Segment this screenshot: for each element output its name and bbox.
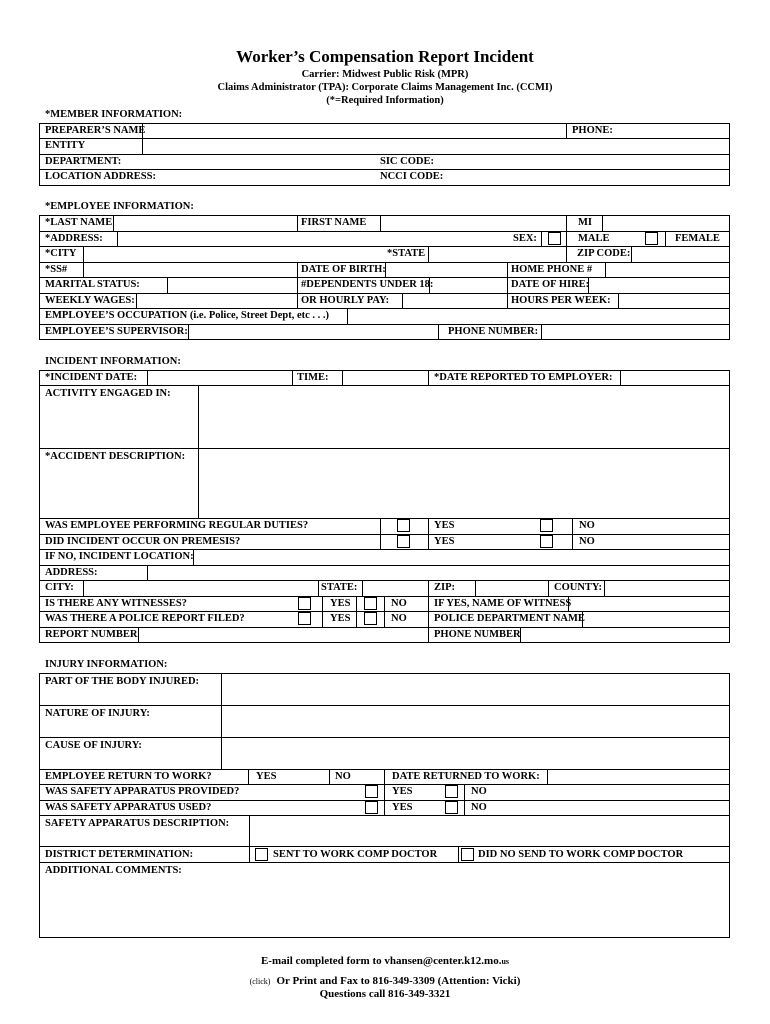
hourly-pay-field[interactable] <box>403 294 506 307</box>
city-label: *CITY <box>45 248 77 259</box>
sic-code-label: SIC CODE: <box>380 156 434 167</box>
body-part-label: PART OF THE BODY INJURED: <box>45 676 200 687</box>
regular-duties-no-checkbox[interactable] <box>540 519 553 532</box>
additional-comments-field[interactable] <box>40 878 728 936</box>
witnesses-no-label: NO <box>391 598 407 609</box>
date-returned-field[interactable] <box>548 770 728 783</box>
supervisor-field[interactable] <box>189 325 437 338</box>
sex-label: SEX: <box>513 233 537 244</box>
click-link[interactable]: (click) <box>249 977 271 986</box>
incident-state-field[interactable] <box>363 581 427 595</box>
on-premises-no-label: NO <box>579 536 595 547</box>
hours-per-week-label: HOURS PER WEEK: <box>511 295 611 306</box>
apparatus-provided-no-checkbox[interactable] <box>445 785 458 798</box>
mi-field[interactable] <box>603 216 728 230</box>
time-label: TIME: <box>297 372 329 383</box>
on-premises-yes-checkbox[interactable] <box>397 535 410 548</box>
location-address-field[interactable] <box>160 170 372 184</box>
ss-label: *SS# <box>45 264 68 275</box>
incident-county-field[interactable] <box>605 581 728 595</box>
incident-zip-label: ZIP: <box>434 582 455 593</box>
report-number-label: REPORT NUMBER <box>45 629 138 640</box>
supervisor-phone-label: PHONE NUMBER: <box>448 326 539 337</box>
police-report-label: WAS THERE A POLICE REPORT FILED? <box>45 613 245 624</box>
regular-duties-label: WAS EMPLOYEE PERFORMING REGULAR DUTIES? <box>45 520 309 531</box>
cause-label: CAUSE OF INJURY: <box>45 740 142 751</box>
department-label: DEPARTMENT: <box>45 156 122 167</box>
police-report-yes-label: YES <box>330 613 351 624</box>
witnesses-yes-label: YES <box>330 598 351 609</box>
supervisor-phone-field[interactable] <box>542 325 728 338</box>
apparatus-used-label: WAS SAFETY APPARATUS USED? <box>45 802 212 813</box>
witnesses-yes-checkbox[interactable] <box>298 597 311 610</box>
ss-field[interactable] <box>84 263 296 276</box>
dob-field[interactable] <box>386 263 506 276</box>
zip-code-field[interactable] <box>632 247 728 261</box>
employee-heading: *EMPLOYEE INFORMATION: <box>45 201 194 212</box>
report-number-field[interactable] <box>139 628 427 641</box>
incident-address-label: ADDRESS: <box>45 567 98 578</box>
body-part-field[interactable] <box>222 674 728 704</box>
time-field[interactable] <box>343 371 427 384</box>
incident-heading: INCIDENT INFORMATION: <box>45 356 181 367</box>
last-name-field[interactable] <box>114 216 296 230</box>
regular-duties-yes-label: YES <box>434 520 455 531</box>
incident-state-label: STATE: <box>321 582 358 593</box>
witnesses-no-checkbox[interactable] <box>364 597 377 610</box>
regular-duties-yes-checkbox[interactable] <box>397 519 410 532</box>
member-heading: *MEMBER INFORMATION: <box>45 109 183 120</box>
no-send-doctor-checkbox[interactable] <box>461 848 474 861</box>
hours-per-week-field[interactable] <box>619 294 728 307</box>
phone-field[interactable] <box>616 124 728 138</box>
injury-heading: INJURY INFORMATION: <box>45 659 168 670</box>
required-note: (*=Required Information) <box>326 95 444 106</box>
dependents-field[interactable] <box>430 278 506 292</box>
dob-label: DATE OF BIRTH: <box>301 264 386 275</box>
apparatus-used-yes-checkbox[interactable] <box>365 801 378 814</box>
police-report-yes-checkbox[interactable] <box>298 612 311 625</box>
police-report-no-checkbox[interactable] <box>364 612 377 625</box>
city-field[interactable] <box>84 247 384 261</box>
police-phone-field[interactable] <box>521 628 728 641</box>
apparatus-used-yes-label: YES <box>392 802 413 813</box>
accident-description-label: *ACCIDENT DESCRIPTION: <box>45 451 186 462</box>
mi-label: MI <box>578 217 592 228</box>
female-label: FEMALE <box>675 233 720 244</box>
apparatus-desc-label: SAFETY APPARATUS DESCRIPTION: <box>45 818 230 829</box>
incident-county-label: COUNTY: <box>554 582 603 593</box>
return-no-option[interactable]: NO <box>335 771 351 782</box>
witnesses-label: IS THERE ANY WITNESSES? <box>45 598 187 609</box>
location-address-label: LOCATION ADDRESS: <box>45 171 156 182</box>
incident-date-field[interactable] <box>148 371 291 384</box>
activity-label: ACTIVITY ENGAGED IN: <box>45 388 171 399</box>
ncci-code-field[interactable] <box>444 170 728 184</box>
apparatus-provided-label: WAS SAFETY APPARATUS PROVIDED? <box>45 786 240 797</box>
sic-code-field[interactable] <box>436 155 728 169</box>
female-checkbox[interactable] <box>645 232 658 245</box>
police-dept-field[interactable] <box>583 612 728 626</box>
on-premises-no-checkbox[interactable] <box>540 535 553 548</box>
incident-location-label: IF NO, INCIDENT LOCATION: <box>45 551 194 562</box>
weekly-wages-label: WEEKLY WAGES: <box>45 295 135 306</box>
apparatus-provided-no-label: NO <box>471 786 487 797</box>
cause-field[interactable] <box>222 738 728 768</box>
sent-doctor-checkbox[interactable] <box>255 848 268 861</box>
nature-field[interactable] <box>222 706 728 736</box>
district-determination-label: DISTRICT DETERMINATION: <box>45 849 194 860</box>
on-premises-label: DID INCIDENT OCCUR ON PREMESIS? <box>45 536 241 547</box>
police-phone-label: PHONE NUMBER <box>434 629 521 640</box>
marital-status-label: MARITAL STATUS: <box>45 279 140 290</box>
first-name-field[interactable] <box>381 216 565 230</box>
witness-name-field[interactable] <box>569 597 728 610</box>
incident-city-field[interactable] <box>84 581 317 595</box>
preparer-name-field[interactable] <box>143 124 565 138</box>
activity-field[interactable] <box>199 386 728 447</box>
return-yes-option[interactable]: YES <box>256 771 277 782</box>
email-text: E-mail completed form to vhansen@center.k12.mo. <box>260 955 502 967</box>
entity-field[interactable] <box>143 139 728 153</box>
entity-label: ENTITY <box>45 140 86 151</box>
carrier-line: Carrier: Midwest Public Risk (MPR) <box>301 69 469 80</box>
apparatus-provided-yes-label: YES <box>392 786 413 797</box>
no-send-doctor-label: DID NO SEND TO WORK COMP DOCTOR <box>478 849 684 860</box>
questions-line: Questions call 816-349-3321 <box>319 988 451 1000</box>
department-field[interactable] <box>130 155 370 169</box>
form-title: Worker’s Compensation Report Incident <box>236 47 534 66</box>
return-to-work-label: EMPLOYEE RETURN TO WORK? <box>45 771 212 782</box>
nature-label: NATURE OF INJURY: <box>45 708 150 719</box>
on-premises-yes-label: YES <box>434 536 455 547</box>
incident-date-label: *INCIDENT DATE: <box>45 372 138 383</box>
accident-description-field[interactable] <box>199 449 728 517</box>
male-label: MALE <box>578 233 610 244</box>
email-line[interactable] <box>0 955 770 967</box>
tpa-line: Claims Administrator (TPA): Corporate Claims Management Inc. (CCMI) <box>217 82 553 93</box>
supervisor-label: EMPLOYEE’S SUPERVISOR: <box>45 326 188 337</box>
state-field[interactable] <box>429 247 565 261</box>
date-of-hire-label: DATE OF HIRE: <box>511 279 590 290</box>
date-reported-label: *DATE REPORTED TO EMPLOYER: <box>434 372 613 383</box>
home-phone-label: HOME PHONE # <box>511 264 593 275</box>
first-name-label: FIRST NAME <box>301 217 367 228</box>
regular-duties-no-label: NO <box>579 520 595 531</box>
apparatus-provided-yes-checkbox[interactable] <box>365 785 378 798</box>
date-returned-label: DATE RETURNED TO WORK: <box>392 771 540 782</box>
email-suffix: us <box>501 957 510 966</box>
incident-city-label: CITY: <box>45 582 74 593</box>
hourly-pay-label: OR HOURLY PAY: <box>301 295 390 306</box>
date-of-hire-field[interactable] <box>589 278 728 292</box>
marital-status-field[interactable] <box>168 278 296 292</box>
home-phone-field[interactable] <box>606 263 728 276</box>
police-report-no-label: NO <box>391 613 407 624</box>
occupation-label: EMPLOYEE’S OCCUPATION (i.e. Police, Street Dept, etc . . .) <box>45 310 330 321</box>
fax-text: Or Print and Fax to 816-349-3309 (Attention: Vicki) <box>276 975 521 987</box>
occupation-field[interactable] <box>348 309 728 323</box>
date-reported-field[interactable] <box>621 371 728 384</box>
address-label: *ADDRESS: <box>45 233 103 244</box>
state-label: *STATE <box>387 248 426 259</box>
fax-line <box>0 971 770 989</box>
incident-location-field[interactable] <box>194 550 728 564</box>
incident-address-field[interactable] <box>148 566 728 579</box>
dependents-label: #DEPENDENTS UNDER 18: <box>301 279 434 290</box>
zip-code-label: ZIP CODE: <box>577 248 631 259</box>
additional-comments-label: ADDITIONAL COMMENTS: <box>45 865 182 876</box>
sent-doctor-label: SENT TO WORK COMP DOCTOR <box>273 849 438 860</box>
apparatus-desc-field[interactable] <box>250 816 728 845</box>
police-dept-label: POLICE DEPARTMENT NAME <box>434 613 585 624</box>
ncci-code-label: NCCI CODE: <box>380 171 444 182</box>
weekly-wages-field[interactable] <box>137 294 296 307</box>
incident-zip-field[interactable] <box>476 581 547 595</box>
preparer-name-label: PREPARER’S NAME <box>45 125 146 136</box>
male-checkbox[interactable] <box>548 232 561 245</box>
last-name-label: *LAST NAME <box>45 217 113 228</box>
apparatus-used-no-label: NO <box>471 802 487 813</box>
address-field[interactable] <box>118 232 498 245</box>
witness-name-label: IF YES, NAME OF WITNESS <box>434 598 572 609</box>
phone-label: PHONE: <box>572 125 613 136</box>
apparatus-used-no-checkbox[interactable] <box>445 801 458 814</box>
